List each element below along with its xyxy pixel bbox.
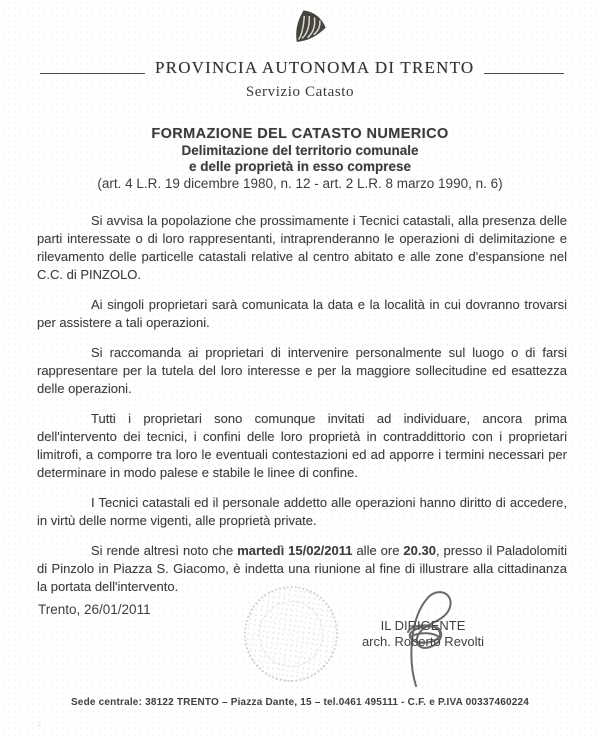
title-line-1: FORMAZIONE DEL CATASTO NUMERICO	[151, 126, 449, 142]
title-line-2: Delimitazione del territorio comunale	[181, 143, 419, 158]
law-reference: (art. 4 L.R. 19 dicembre 1980, n. 12 - art. 2 L.R. 8 marzo 1990, n. 6)	[97, 176, 503, 191]
department-name: Servizio Catasto	[245, 84, 355, 100]
document-title	[0, 126, 600, 175]
riunione-seg-1: Si rende altresì noto che	[91, 543, 238, 558]
document-body	[37, 212, 567, 608]
letterhead-left-rule	[40, 73, 145, 74]
paragraph-avviso: Si avvisa la popolazione che prossimamente i Tecnici catastali, alla presenza delle parti interessate o di loro rappresentanti, intraprenderanno le operazioni di delimitazione e rilevamento delle particelle catastali relative al centro abitato e alle zone d'espansione nel C.C. di PINZOLO.	[37, 213, 567, 282]
paragraph-raccomandazione: Si raccomanda ai proprietari di intervenire personalmente sul luogo o di farsi rappresentare per la tutela del loro interesse e per la maggiore sollecitudine ed esattezza delle operazioni.	[37, 345, 567, 396]
paragraph-comunicazione: Ai singoli proprietari sarà comunicata la data e la località in cui dovranno trovarsi per assistere a tali operazioni.	[37, 297, 567, 330]
signer-name: arch. Roberto Revolti	[361, 634, 485, 649]
letterhead	[40, 58, 564, 78]
organization-name: PROVINCIA AUTONOMA DI TRENTO	[155, 58, 475, 77]
title-line-3: e delle proprietà in esso comprese	[188, 159, 412, 174]
scan-artifact-mark: .:	[37, 721, 41, 728]
paragraph-invito: Tutti i proprietari sono comunque invitati ad individuare, ancora prima dell'intervento dei tecnici, i confini delle loro proprietà in contraddittorio con i proprietari limitrofi, a comporre tra loro le eventuali contestazioni ed ad apporre i termini necessari per determinare in modo palese e stabile le linee di confine.	[37, 411, 567, 480]
riunione-time: 20.30	[403, 543, 436, 558]
footer-address-line: Sede centrale: 38122 TRENTO – Piazza Dante, 15 – tel.0461 495111 - C.F. e P.IVA 00337460224	[70, 697, 530, 708]
riunione-seg-2: alle ore	[352, 543, 404, 558]
riunione-seg-3: , presso il Paladolomiti di Pinzolo in Piazza S. Giacomo, è indetta una riunione al fine di illustrare alla cittadinanza la portata dell'intervento.	[37, 543, 568, 594]
place-and-date: Trento, 26/01/2011	[38, 602, 151, 617]
paragraph-diritto-accesso: I Tecnici catastali ed il personale addetto alle operazioni hanno diritto di accedere, in virtù delle norme vigenti, alle proprietà private.	[37, 495, 567, 528]
signer-role: IL DIRIGENTE	[380, 618, 466, 633]
provincia-trento-eagle-emblem-icon	[286, 7, 326, 53]
letterhead-right-rule	[484, 73, 564, 74]
riunione-date: martedì 15/02/2011	[237, 543, 353, 558]
signature-block	[338, 618, 508, 650]
